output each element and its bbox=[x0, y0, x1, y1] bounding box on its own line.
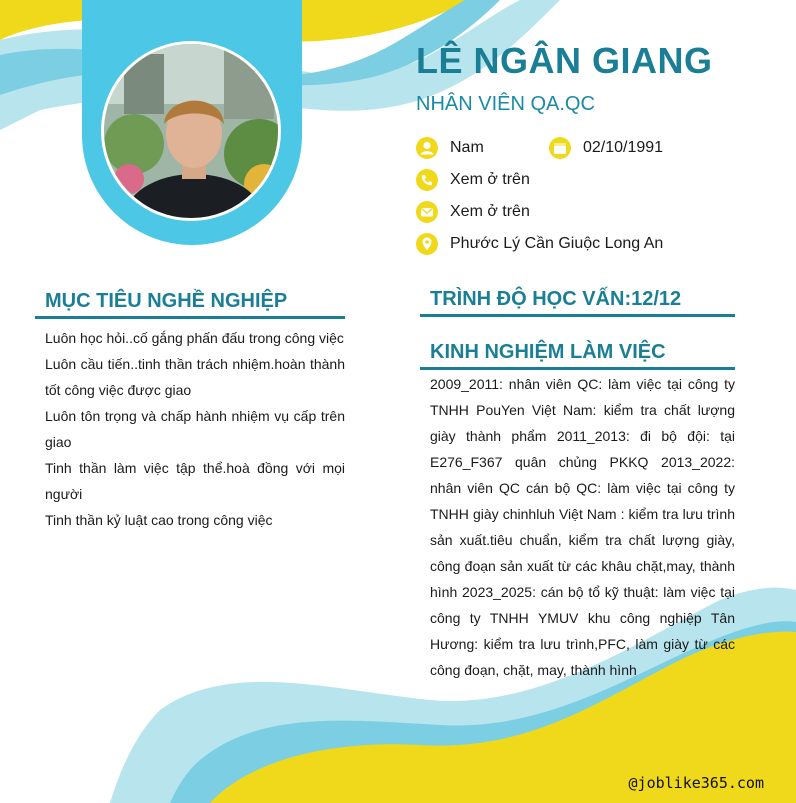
objective-heading: MỤC TIÊU NGHỀ NGHIỆP bbox=[45, 290, 288, 312]
info-gender bbox=[416, 137, 484, 159]
experience-text: 2009_2011: nhân viên QC: làm việc tại công ty TNHH PouYen Việt Nam: kiểm tra chất lượng giày thành phẩm 2011_2013: đi bộ đội: tại E276_F367 quân chủng PKKQ 2013_2022: nhân viên QC cán bộ QC: làm việc tại công ty TNHH giày chinhluh Việt Nam : kiểm tra lưu trình sản xuất.tiêu chuẩn, kiểm tra chất lượng giày, công đoạn sản xuất từ các khâu chặt,may, thành hình 2023_2025: cán bộ tổ kỹ thuật: làm việc tại công ty TNHH YMUV khu công nghiệp Tân Hương: kiểm tra lưu trình,PFC, làm giày từ các công đoạn, chặt, may, thành hình bbox=[430, 376, 735, 678]
info-address bbox=[416, 233, 663, 255]
calendar-icon bbox=[549, 137, 571, 159]
profile-photo bbox=[101, 41, 281, 221]
user-icon bbox=[416, 137, 438, 159]
education-heading: TRÌNH ĐỘ HỌC VẤN:12/12 bbox=[430, 288, 682, 310]
phone-value: Xem ở trên bbox=[450, 171, 530, 188]
experience-divider bbox=[420, 367, 735, 370]
experience-heading: KINH NGHIỆM LÀM VIỆC bbox=[430, 341, 666, 363]
list-item: Luôn cầu tiến..tinh thần trách nhiệm.hoàn thành tốt công việc được giao bbox=[45, 356, 345, 398]
list-item: Tinh thần kỷ luật cao trong công việc bbox=[45, 512, 273, 528]
address-value: Phước Lý Cần Giuộc Long An bbox=[450, 235, 664, 252]
email-value: Xem ở trên bbox=[450, 203, 530, 220]
footer-watermark: @joblike365.com bbox=[628, 774, 764, 792]
objective-divider bbox=[35, 316, 345, 319]
gender-value: Nam bbox=[450, 139, 484, 156]
info-email bbox=[416, 201, 530, 223]
education-divider bbox=[420, 314, 735, 317]
birthday-value: 02/10/1991 bbox=[583, 139, 664, 156]
list-item: Luôn tôn trọng và chấp hành nhiệm vụ cấp trên giao bbox=[45, 408, 345, 450]
candidate-name: LÊ NGÂN GIANG bbox=[416, 40, 713, 81]
list-item: Luôn học hỏi..cố gắng phấn đấu trong công việc bbox=[45, 330, 344, 346]
info-birthday bbox=[549, 137, 663, 159]
location-pin-icon bbox=[416, 233, 438, 255]
mail-icon bbox=[416, 201, 438, 223]
objective-list bbox=[45, 325, 345, 533]
list-item: Tinh thần làm việc tập thể.hoà đồng với mọi người bbox=[45, 460, 345, 502]
candidate-title: NHÂN VIÊN QA.QC bbox=[416, 93, 595, 115]
info-phone bbox=[416, 169, 530, 191]
phone-icon bbox=[416, 169, 438, 191]
